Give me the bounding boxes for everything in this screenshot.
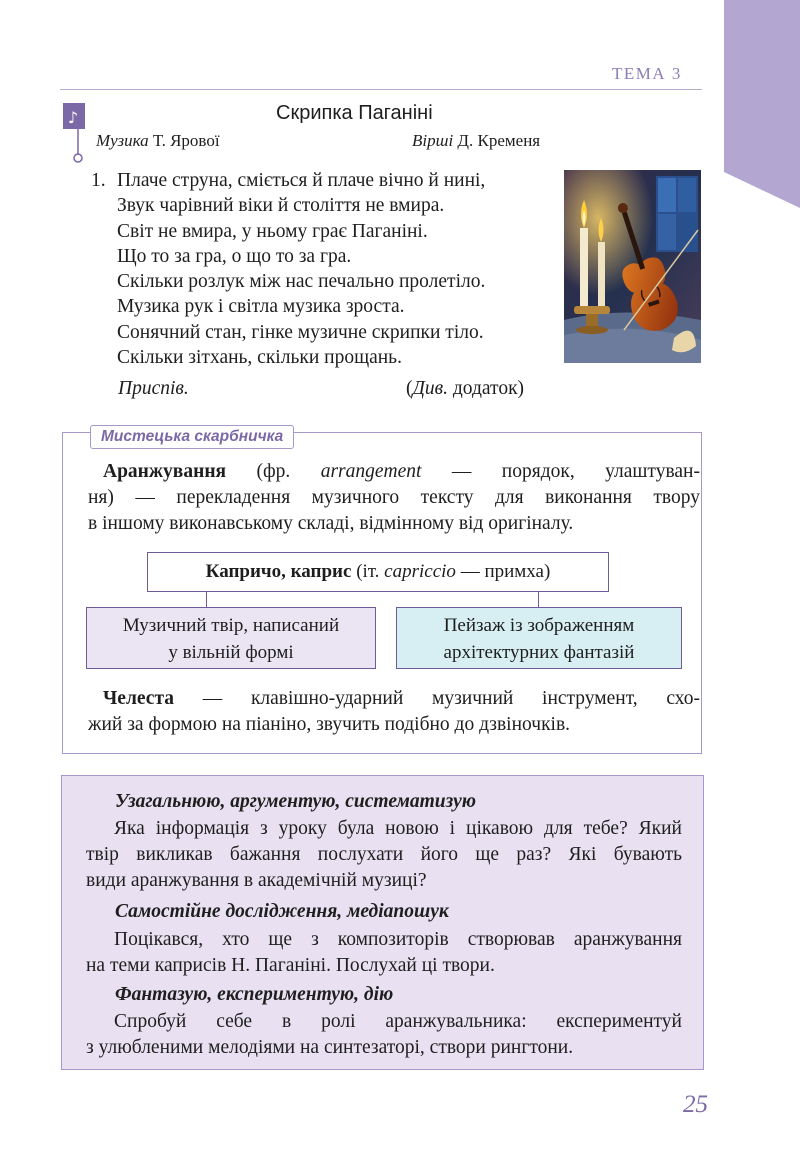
exercise-text: Поцікався, хто ще з композиторів створював аранжування на теми каприсів Н. Паганіні. Послухай ці твори.	[86, 929, 682, 976]
art-treasury-tag: Мистецька скарбничка	[90, 425, 294, 449]
song-verse	[91, 168, 485, 370]
verse-line: Скільки розлук між нас печально пролетіло.	[117, 271, 486, 293]
corner-tab	[724, 0, 800, 208]
arrangement-line: ня) — перекладення музичного тексту для виконання твору	[88, 487, 700, 508]
celesta-line: жий за формою на піаніно, звучить подібно до дзвіночків.	[88, 714, 571, 735]
verse-line: Що то за гра, о що то за гра.	[117, 245, 352, 267]
svg-text:♪: ♪	[67, 108, 79, 127]
verse-line: Сонячний стан, гінке музичне скрипки тіло.	[117, 321, 484, 343]
arrangement-line: Аранжування (фр. arrangement — порядок, улаштуван-	[103, 461, 700, 482]
chorus-reference: (Див. додаток)	[406, 378, 525, 399]
celesta-line: Челеста — клавішно-ударний музичний інструмент, схо-	[103, 688, 700, 709]
verse-line: Музика рук і світла музика зроста.	[117, 296, 405, 318]
music-note-icon	[63, 103, 85, 165]
capriccio-meaning-landscape: Пейзаж із зображенням архітектурних фантазій	[396, 607, 682, 669]
topic-label: ТЕМА 3	[612, 64, 682, 83]
exercise-heading: Узагальнюю, аргументую, систематизую	[115, 791, 476, 812]
chorus-label: Приспів.	[118, 378, 189, 399]
celesta-definition	[88, 686, 700, 738]
verse-line: Звук чарівний віки й століття не вмира.	[117, 195, 445, 217]
exercise-heading: Фантазую, експериментую, дію	[115, 984, 394, 1005]
capriccio-box: Капричо, каприс (іт. capriccio — примха)	[147, 552, 609, 592]
connector-line	[538, 592, 539, 607]
connector-line	[206, 592, 207, 607]
music-credit: Музика Т. Ярової	[96, 131, 220, 150]
capriccio-meaning-music: Музичний твір, написаний у вільній формі	[86, 607, 376, 669]
arrangement-definition	[88, 459, 700, 537]
verse-line: 1. Плаче струна, сміється й плаче вічно й нині,	[91, 170, 486, 191]
verse-line: Скільки зітхань, скільки прощань.	[117, 347, 402, 369]
page-number: 25	[683, 1091, 708, 1118]
violin-painting	[564, 170, 701, 363]
exercise-text: Яка інформація з уроку була новою і цікавою для тебе? Який твір викликав бажання послухати його ще раз? Які бувають види аранжування в академічній музиці?	[86, 818, 682, 891]
arrangement-line: в іншому виконавському складі, відмінному від оригіналу.	[88, 513, 574, 534]
song-title: Скрипка Паганіні	[276, 102, 433, 124]
exercise-text: Спробуй себе в ролі аранжувальника: експериментуй з улюбленими мелодіями на синтезаторі, створи рингтони.	[86, 1011, 682, 1058]
header-rule	[60, 89, 702, 90]
verse-line: Світ не вмира, у ньому грає Паганіні.	[117, 220, 428, 242]
exercise-heading: Самостійне дослідження, медіапошук	[115, 901, 449, 922]
lyrics-credit: Вірші Д. Кременя	[412, 131, 541, 150]
